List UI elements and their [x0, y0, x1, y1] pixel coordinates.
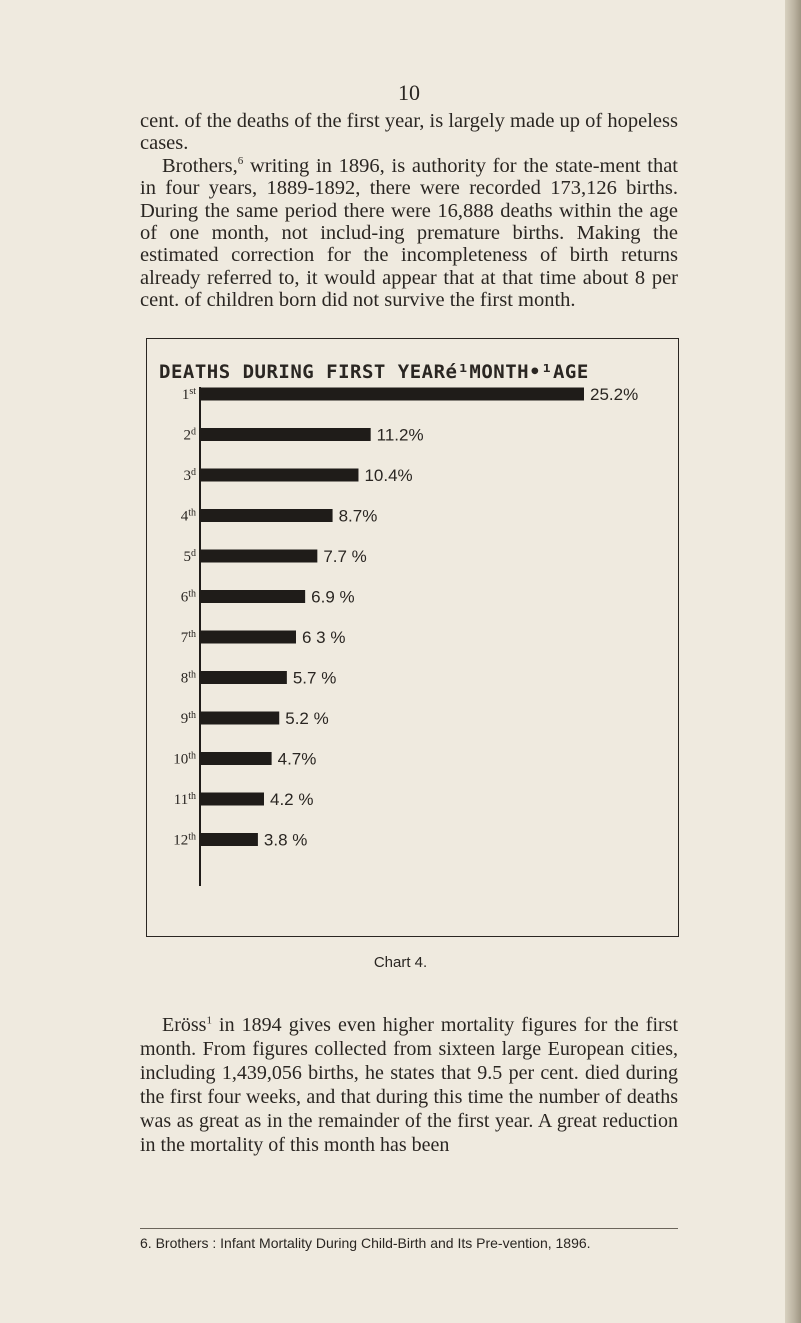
category-label: 3$^d$	[183, 467, 196, 484]
value-label: 5.7 %	[292, 668, 337, 688]
paragraph-brothers	[140, 155, 678, 312]
value-label: 11.2%	[376, 425, 424, 445]
value-label: 8.7%	[338, 506, 378, 526]
footnote-divider	[140, 1228, 678, 1229]
paragraph-brothers-text: writing in 1896, is authority for the state-ment that in four years, 1889-1892, there were recorded 173,126 births. During the same period there were 16,888 deaths within the age of one month, not includ-ing premature births. Making the estimated correction for the incompleteness of birth returns already referred to, it would appear that at that time about 8 per cent. of children born did not survive the first month.	[140, 154, 678, 312]
author-brothers: Brothers,	[162, 154, 238, 177]
category-label: 12th	[173, 831, 196, 849]
bar	[200, 712, 279, 725]
value-label: 7.7 %	[323, 547, 367, 566]
chart-plot	[147, 339, 678, 936]
bar	[200, 590, 305, 603]
category-label: 2$^d$	[183, 426, 196, 444]
book-spine-edge	[785, 0, 801, 1323]
value-label: 10.4%	[364, 466, 413, 485]
bar	[200, 793, 264, 806]
bar	[200, 631, 296, 644]
bar	[200, 509, 333, 522]
body-text-bottom	[140, 1013, 678, 1157]
bar	[200, 833, 258, 846]
value-label: 6 3 %	[302, 628, 346, 647]
bar	[200, 388, 584, 401]
bar	[200, 469, 358, 482]
footnote: 6. Brothers : Infant Mortality During Child-Birth and Its Pre-vention, 1896.	[140, 1235, 591, 1251]
value-label: 5.2 %	[285, 709, 329, 728]
paragraph-continuation: cent. of the deaths of the first year, is largely made up of hopeless cases.	[140, 110, 678, 155]
footnote-mark-6: 6	[237, 154, 244, 167]
value-label: 4.7%	[277, 749, 317, 769]
body-text-top	[140, 110, 678, 312]
bar	[200, 550, 317, 563]
category-label: 8th	[180, 669, 196, 687]
bar	[200, 428, 371, 441]
chart-4	[146, 338, 679, 937]
category-label: 5$^d$	[183, 548, 196, 565]
category-label: 7th	[180, 629, 196, 646]
category-label: 4th	[180, 507, 196, 525]
category-label: 10th	[173, 750, 196, 768]
category-label: 1st	[181, 386, 196, 403]
chart-title: DEATHS DURING FIRST YEARé¹MONTH•¹AGE	[159, 361, 589, 383]
paragraph-eross-text: in 1894 gives even higher mortality figures for the first month. From figures collected from sixteen large European cities, including 1,439,056 births, he states that 9.5 per cent. died during the first four weeks, and that during this time the number of deaths was as great as in the remainder of the first year. A great reduction in the mortality of this month has been	[140, 1014, 678, 1156]
category-label: 9th	[180, 710, 196, 727]
footnote-mark-1: 1	[206, 1014, 212, 1027]
value-label: 4.2 %	[270, 790, 314, 809]
paragraph-eross	[140, 1013, 678, 1157]
category-label: 6th	[180, 588, 196, 606]
value-label: 3.8 %	[263, 830, 308, 850]
bar	[200, 752, 272, 765]
value-label: 25.2%	[590, 385, 639, 404]
bar	[200, 671, 287, 684]
chart-caption: Chart 4.	[373, 954, 428, 971]
category-label: 11th	[173, 791, 196, 808]
author-eross: Eröss	[162, 1014, 207, 1036]
page-number: 10	[398, 80, 420, 105]
value-label: 6.9 %	[311, 587, 355, 607]
